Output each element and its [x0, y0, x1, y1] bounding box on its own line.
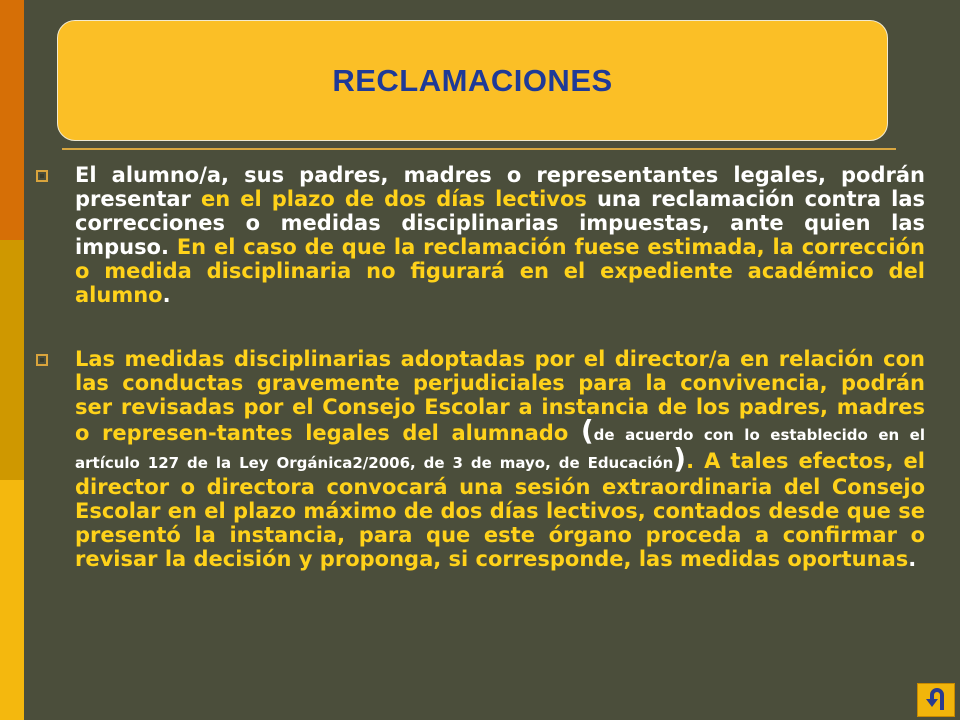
side-bar-middle [0, 240, 24, 480]
text-segment: una reclamación contra las correcciones o medidas disciplinarias impuestas, ante quien las impuso. [75, 187, 926, 259]
text-segment: . [908, 547, 917, 571]
text-segment: El alumno/a, sus padres, madres o representantes legales, podrán presentar [75, 163, 925, 211]
text-segment: . [162, 283, 171, 307]
side-bar-top [0, 0, 24, 240]
text-segment-highlight: . A tales efectos, el director o directora convocará una sesión extraordinaria del Consejo Escolar en el plazo máximo de dos días lectivos, contados desde que se presentó la instancia, para que este órgano proceda a confirmar o revisar la decisión y proponga, si corresponde, las medidas oportunas [75, 449, 925, 571]
text-segment-highlight: en el plazo de dos días lectivos [200, 187, 587, 211]
bullet-item-1 [35, 163, 925, 307]
bullet-item-2 [35, 347, 925, 571]
slide-title: RECLAMACIONES [332, 62, 613, 98]
title-box [57, 20, 888, 141]
text-segment-citation: de acuerdo con lo establecido en el artículo 127 de la Ley Orgánica2/2006, de 3 de mayo, de Educación [75, 426, 925, 472]
text-segment-highlight: En el caso de que la reclamación fuese estimada, la corrección o medida disciplinaria no figurará en el expediente académico del alumno [75, 235, 925, 307]
side-bar-bottom [0, 480, 24, 720]
square-bullet-icon [36, 354, 48, 366]
text-segment-highlight: Las medidas disciplinarias adoptadas por el director/a en relación con las conductas gravemente perjudiciales para la convivencia, podrán ser revisadas por el Consejo Escolar a instancia de los padres, madres o represen-tantes legales del alumnado [75, 347, 925, 445]
title-divider [62, 148, 896, 150]
paragraph-1 [75, 163, 925, 307]
return-arrow-icon [923, 686, 949, 714]
text-segment-paren-close: ) [673, 442, 687, 475]
square-bullet-icon [36, 170, 48, 182]
text-segment-paren-open: ( [580, 414, 594, 447]
slide-content [35, 163, 925, 611]
return-button[interactable] [917, 683, 955, 717]
paragraph-2 [75, 347, 925, 571]
